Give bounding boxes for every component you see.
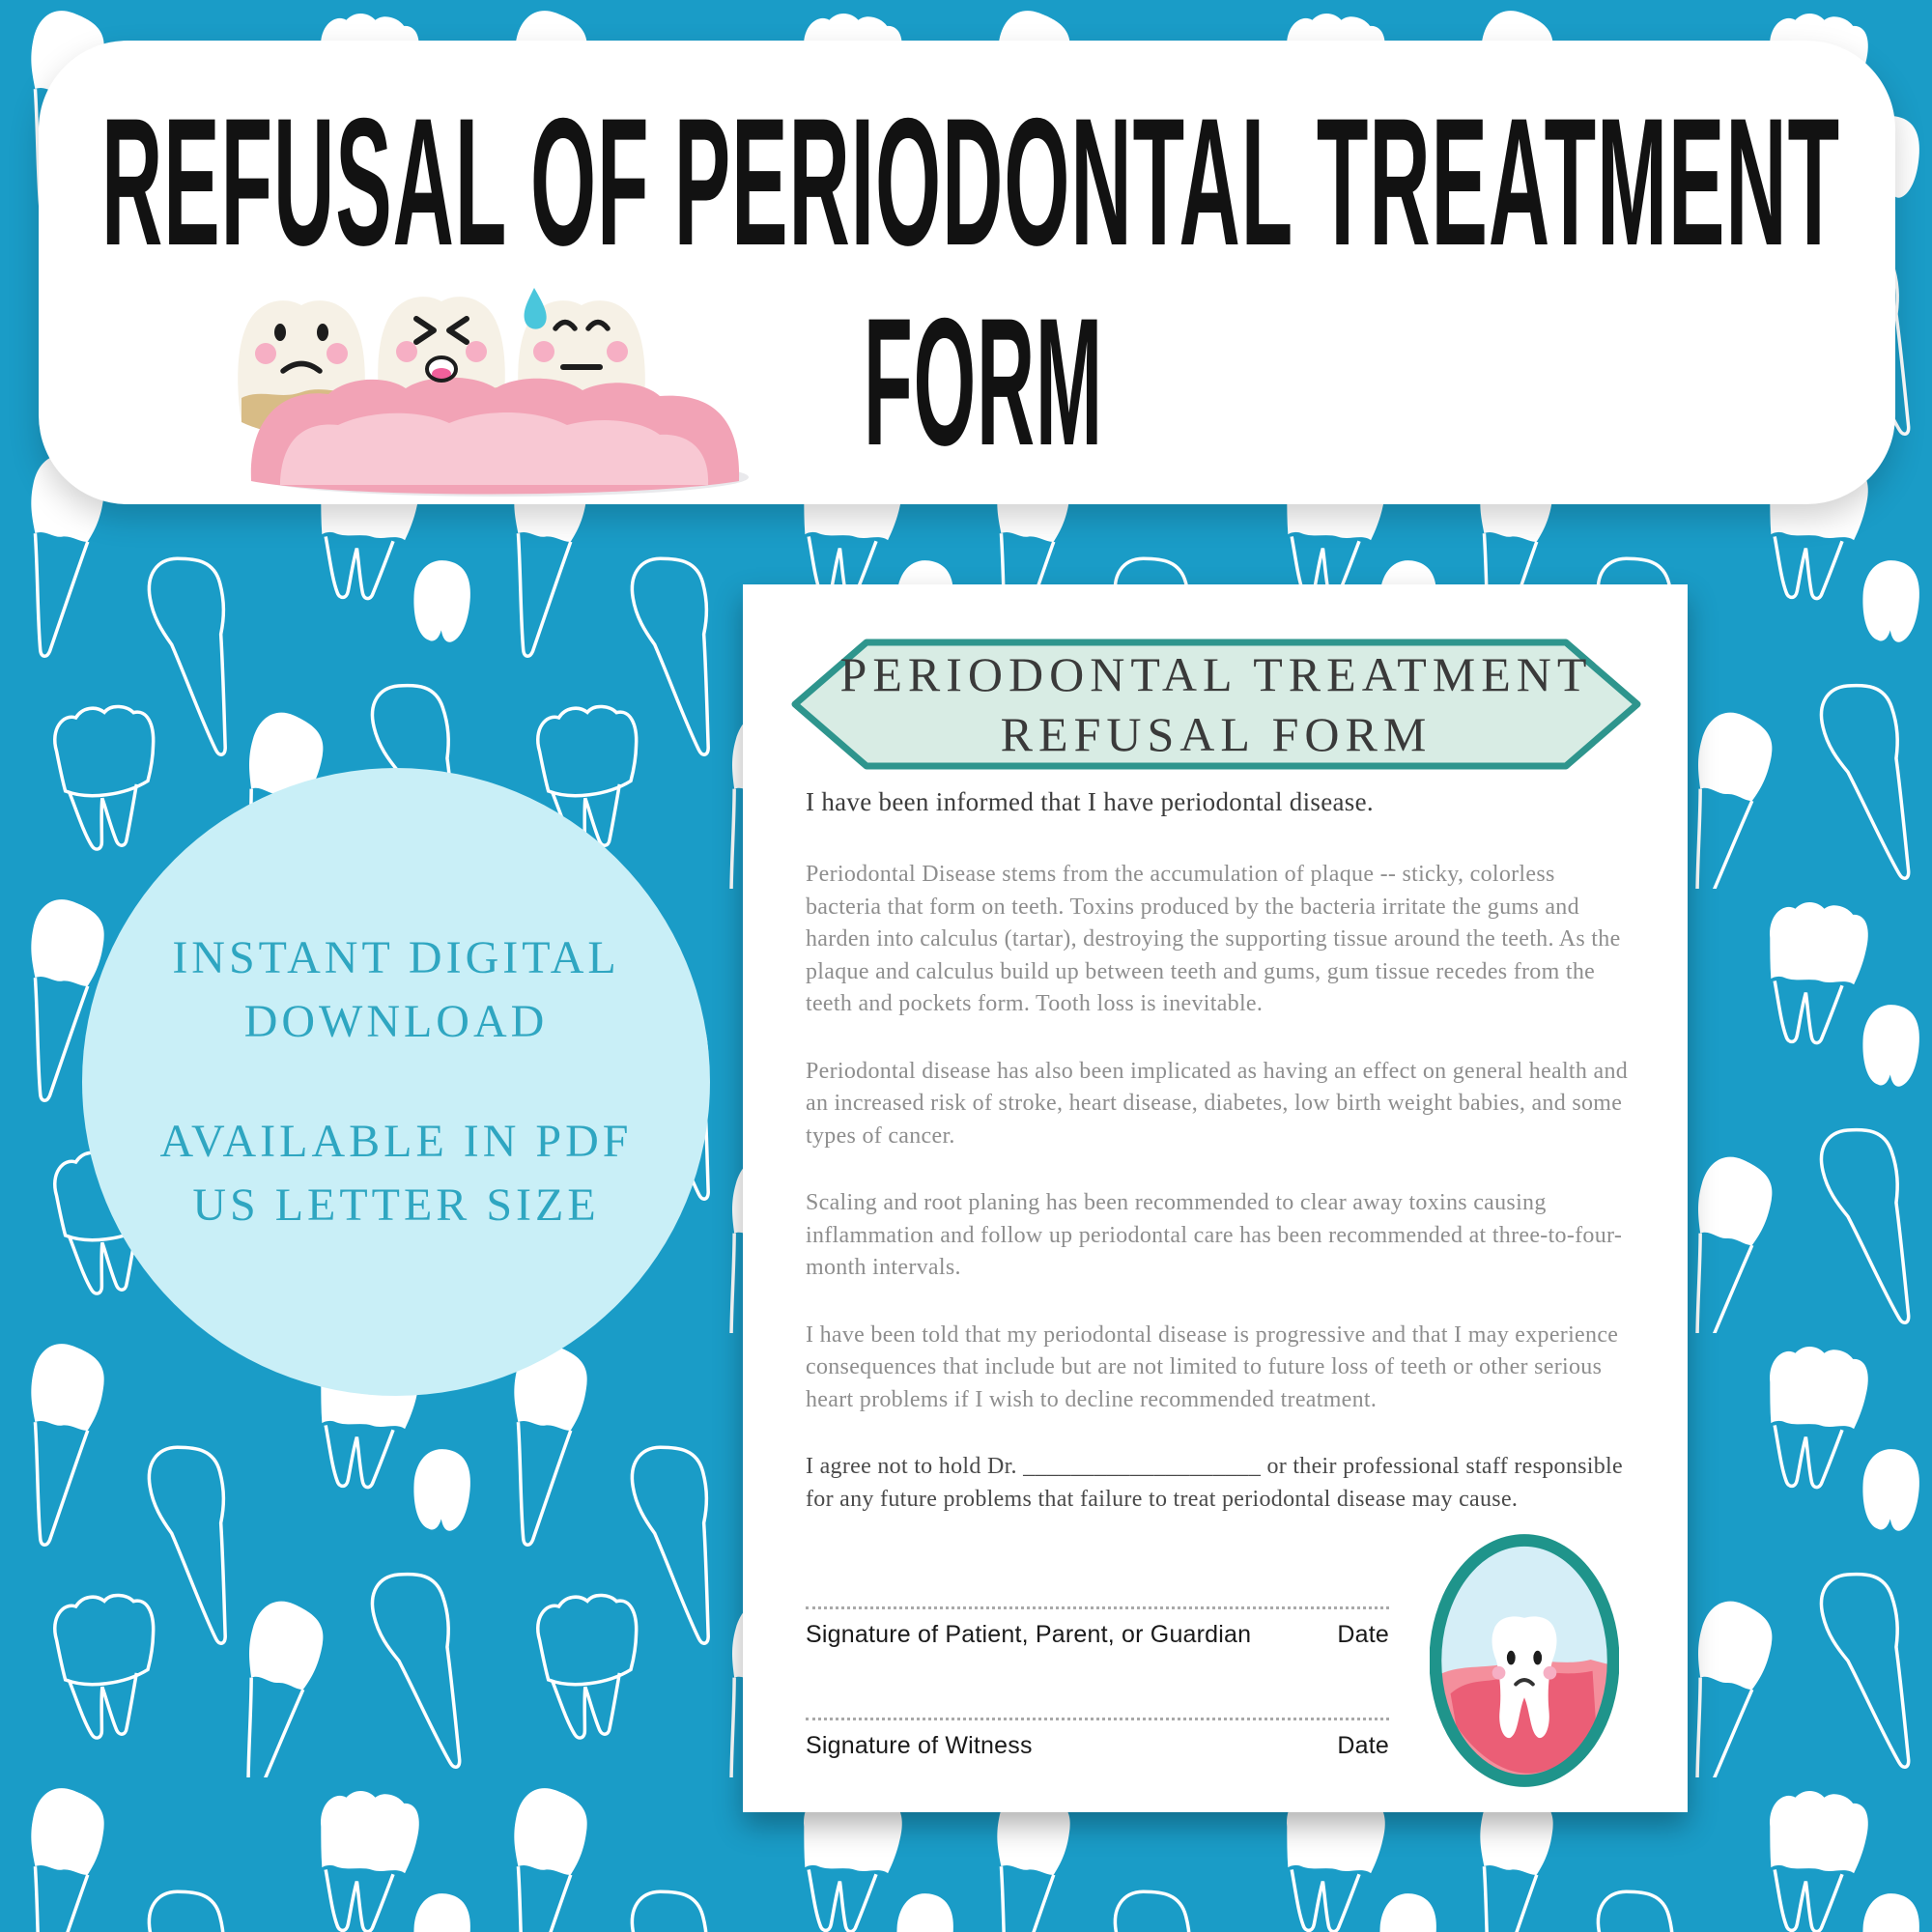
promo-line-4: US LETTER SIZE [192,1179,600,1231]
form-preview-page [743,584,1688,1812]
cartoon-gums [251,378,739,495]
form-title-line2: REFUSAL FORM [1000,707,1433,761]
promo-line-2: DOWNLOAD [243,996,549,1047]
signature-block-witness [806,1718,1389,1760]
promo-line-3: AVAILABLE IN PDF [159,1116,633,1167]
title-banner [39,41,1895,504]
signature-line [806,1606,1389,1609]
sad-tooth-in-gum-badge-icon [1430,1534,1619,1787]
form-agreement: I agree not to hold Dr. ____________________ or their professional staff responsible for any future problems that failure to treat periodontal disease may cause. [806,1454,1623,1512]
form-paragraph: Periodontal Disease stems from the accumulation of plaque -- sticky, colorless bacteria that form on teeth. Toxins produced by the bacteria irritate the gums and harden into calculus (tartar), destroying the supporting tissue around the teeth. As the plaque and calculus build up between teeth and gums, gum tissue recedes from the teeth and pockets form. Tooth loss is inevitable. [806,862,1621,1016]
promo-format-text [160,1110,633,1237]
form-body [806,785,1633,1516]
signature-block-patient [806,1606,1389,1649]
promo-line-1: INSTANT DIGITAL [172,932,620,983]
form-header-badge [789,633,1643,776]
form-intro: I have been informed that I have periodontal disease. [806,787,1374,816]
form-paragraph: Periodontal disease has also been implicated as having an effect on general health and an increased risk of stroke, heart disease, diabetes, low birth weight babies, and some types of cancer. [806,1058,1629,1149]
form-title-line1: PERIODONTAL TREATMENT [839,647,1593,701]
signature-label: Signature of Witness [806,1732,1033,1759]
banner-title-line1: REFUSAL OF PERIODONTAL TREATMENT [100,80,1840,284]
sad-teeth-on-gums-illustration [227,232,787,499]
banner-title-line2: FORM [864,280,1103,484]
promo-circle [82,768,710,1396]
date-label: Date [1337,1732,1389,1759]
date-label: Date [1337,1621,1389,1648]
signature-line [806,1718,1389,1720]
form-paragraph: I have been told that my periodontal disease is progressive and that I may experience consequences that include but are not limited to future loss of teeth or other serious heart problems if I wish to decline recommended treatment. [806,1321,1619,1412]
signature-label: Signature of Patient, Parent, or Guardian [806,1621,1252,1648]
promo-download-text [172,926,619,1054]
form-paragraph: Scaling and root planing has been recommended to clear away toxins causing inflammation and follow up periodontal care has been recommended at three-to-four-month intervals. [806,1190,1623,1280]
form-title [789,633,1643,776]
